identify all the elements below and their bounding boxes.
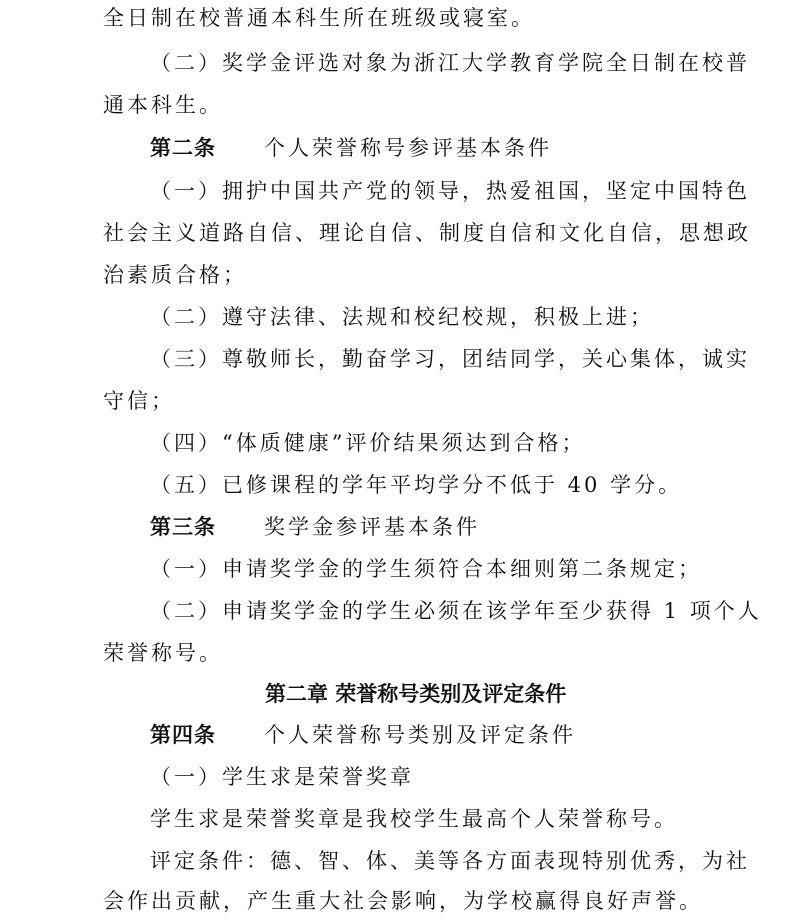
clause-line: （一）申请奖学金的学生须符合本细则第二条规定； [150,557,702,581]
clause-line: （五）已修课程的学年平均学分不低于 40 学分。 [150,473,683,497]
clause-line: （三）尊敬师长，勤奋学习，团结同学，关心集体，诚实 [150,347,750,371]
article-number: 第三条 [150,515,216,539]
article-number: 第二条 [150,136,216,160]
clause-line: （二）申请奖学金的学生必须在该学年至少获得 1 项个人 [150,599,762,623]
article-number: 第四条 [150,723,216,747]
clause-line: 治素质合格； [103,263,247,287]
paragraph-line: 全日制在校普通本科生所在班级或寝室。 [103,6,535,30]
clause-line: （四）“体质健康”评价结果须达到合格； [150,431,586,455]
article-4-heading [150,720,576,750]
paragraph-line: 通本科生。 [103,93,223,117]
paragraph-line: 学生求是荣誉奖章是我校学生最高个人荣誉称号。 [150,807,678,831]
clause-line: 荣誉称号。 [103,641,223,665]
article-title: 个人荣誉称号参评基本条件 [264,136,552,160]
paragraph-line: 评定条件：德、智、体、美等各方面表现特别优秀，为社 [150,849,750,873]
paragraph-line: （二）奖学金评选对象为浙江大学教育学院全日制在校普 [150,51,750,75]
clause-line: （二）遵守法律、法规和校纪校规，积极上进； [150,305,654,329]
clause-line: 守信； [103,389,175,413]
clause-line: 社会主义道路自信、理论自信、制度自信和文化自信，思想政 [103,221,751,245]
article-title: 奖学金参评基本条件 [264,515,480,539]
article-3-heading [150,512,480,542]
clause-line: （一）学生求是荣誉奖章 [150,765,414,789]
paragraph-line: 会作出贡献，产生重大社会影响，为学校赢得良好声誉。 [103,889,703,913]
article-title: 个人荣誉称号类别及评定条件 [264,723,576,747]
article-2-heading [150,133,552,163]
chapter-heading: 第二章 荣誉称号类别及评定条件 [265,682,567,706]
clause-line: （一）拥护中国共产党的领导，热爱祖国，坚定中国特色 [150,179,750,203]
